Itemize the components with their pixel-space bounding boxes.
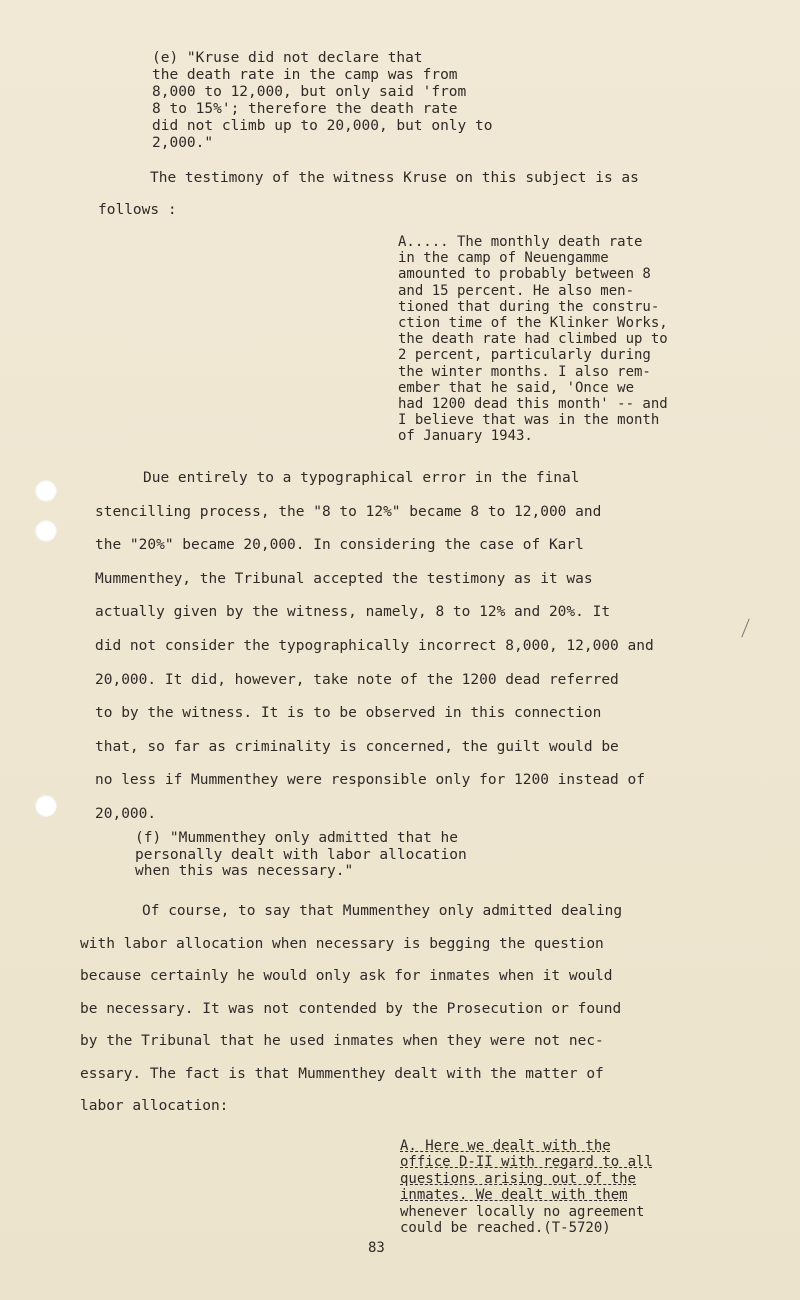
testimony-block-2 — [400, 1138, 653, 1236]
text-line: I believe that was in the month — [398, 412, 660, 429]
text-line: essary. The fact is that Mummenthey dealt with the matter of — [80, 1065, 604, 1082]
text-line: actually given by the witness, namely, 8 to 12% and 20%. It — [95, 604, 611, 621]
text-line: 20,000. — [95, 805, 157, 822]
text-line: 2 percent, particularly during — [398, 347, 651, 364]
text-line: that, so far as criminality is concerned, the guilt would be — [95, 738, 619, 755]
text-line: (e) "Kruse did not declare that — [152, 50, 423, 66]
text-line: labor allocation: — [80, 1098, 229, 1114]
text-line: by the Tribunal that he used inmates when they were not nec- — [80, 1033, 604, 1049]
text-line: inmates. We dealt with them — [400, 1187, 628, 1204]
text-line: The testimony of the witness Kruse on this subject is as — [150, 170, 639, 186]
intro-paragraph — [98, 162, 639, 225]
text-line: stencilling process, the "8 to 12%" became 8 to 12,000 and — [95, 503, 602, 520]
typo-paragraph — [95, 462, 654, 832]
text-line: when this was necessary." — [135, 863, 354, 879]
text-line: A. Here we dealt with the — [400, 1138, 611, 1154]
text-line: follows : — [98, 202, 177, 218]
text-line: the death rate had climbed up to — [398, 331, 668, 348]
page-number: 83 — [368, 1240, 385, 1256]
text-line: ction time of the Klinker Works, — [398, 315, 668, 332]
text-line: the winter months. I also rem- — [398, 363, 651, 380]
text-line: office D-II with regard to all — [400, 1154, 653, 1171]
text-line: and 15 percent. He also men- — [398, 282, 635, 299]
text-line: with labor allocation when necessary is begging the question — [80, 935, 604, 952]
punch-hole — [35, 795, 57, 817]
text-line: whenever locally no agreement — [400, 1203, 645, 1220]
text-line: had 1200 dead this month' -- and — [398, 396, 668, 413]
text-line: because certainly he would only ask for inmates when it would — [80, 968, 613, 984]
text-line: did not consider the typographically incorrect 8,000, 12,000 and — [95, 637, 654, 654]
text-line: personally dealt with labor allocation — [135, 846, 467, 863]
text-line: in the camp of Neuengamme — [398, 250, 609, 267]
text-line: be necessary. It was not contended by the Prosecution or found — [80, 1000, 622, 1017]
text-line: the "20%" became 20,000. In considering the case of Karl — [95, 537, 584, 554]
quote-e-block — [152, 50, 492, 152]
quote-f-block — [135, 830, 467, 880]
text-line: no less if Mummenthey were responsible only for 1200 instead of — [95, 772, 645, 789]
text-line: Of course, to say that Mummenthey only admitted dealing — [142, 903, 623, 919]
punch-hole — [35, 480, 57, 502]
text-line: 2,000." — [152, 135, 214, 151]
text-line: Due entirely to a typographical error in the final — [143, 470, 580, 486]
punch-hole — [35, 520, 57, 542]
text-line: questions arising out of the — [400, 1170, 637, 1187]
text-line: tioned that during the constru- — [398, 298, 660, 315]
text-line: could be reached.(T-5720) — [400, 1220, 611, 1237]
labor-paragraph — [80, 895, 622, 1123]
text-line: 8,000 to 12,000, but only said 'from — [152, 84, 467, 100]
text-line: A..... The monthly death rate — [398, 234, 643, 250]
stray-pen-mark — [741, 619, 749, 638]
text-line: of January 1943. — [398, 428, 533, 445]
text-line: amounted to probably between 8 — [398, 266, 651, 283]
text-line: the death rate in the camp was from — [152, 67, 458, 83]
text-line: ember that he said, 'Once we — [398, 379, 635, 396]
text-line: Mummenthey, the Tribunal accepted the testimony as it was — [95, 570, 593, 587]
text-line: 8 to 15%'; therefore the death rate — [152, 101, 458, 117]
testimony-block-1 — [398, 234, 668, 445]
text-line: to by the witness. It is to be observed in this connection — [95, 705, 602, 722]
text-line: 20,000. It did, however, take note of the 1200 dead referred — [95, 671, 619, 688]
text-line: did not climb up to 20,000, but only to — [152, 118, 493, 134]
text-line: (f) "Mummenthey only admitted that he — [135, 830, 459, 846]
